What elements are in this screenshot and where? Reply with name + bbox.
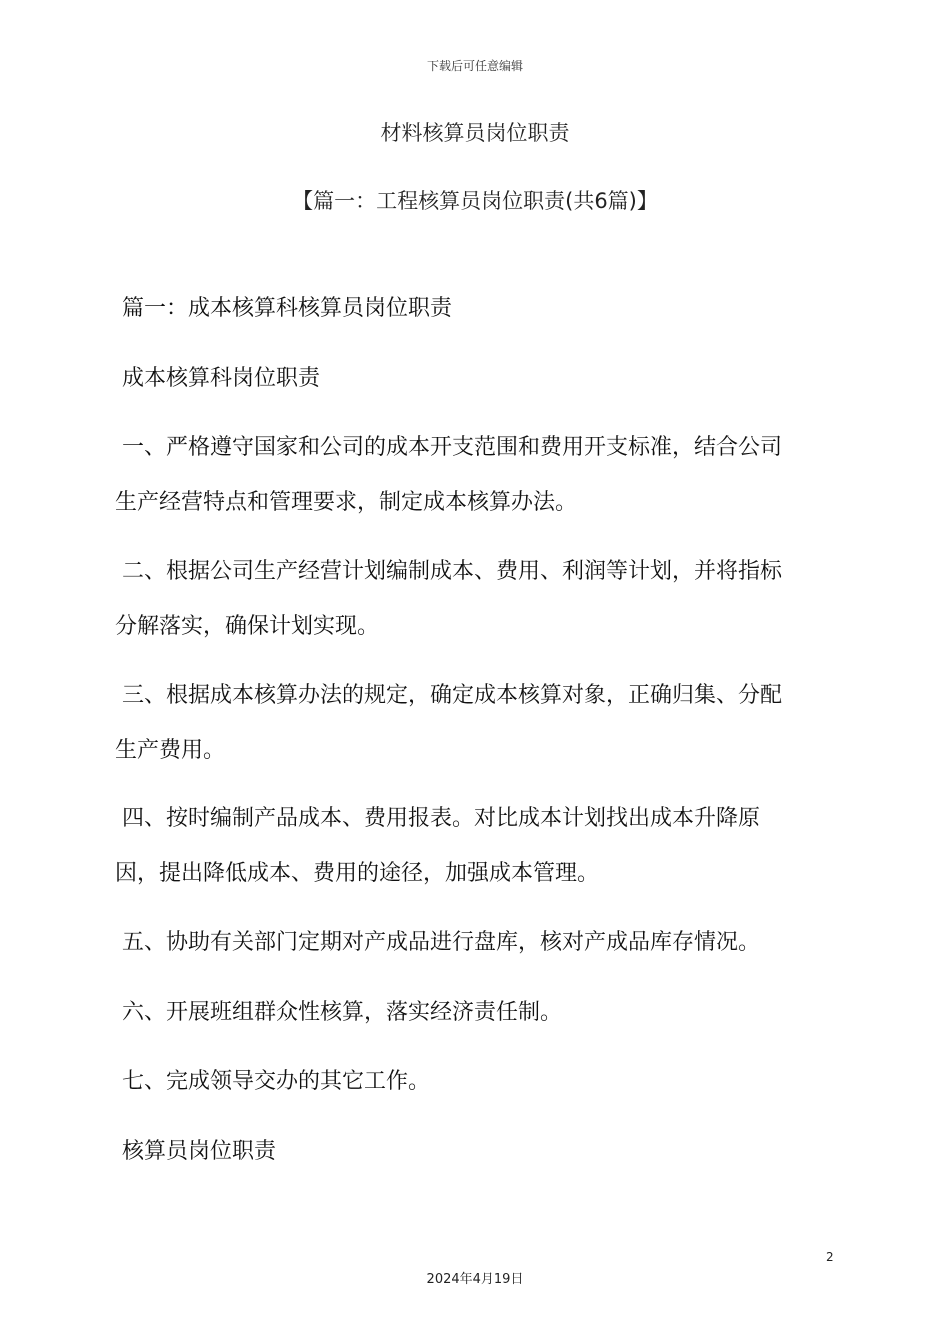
duty-paragraph-1 [115, 420, 835, 530]
paragraph-line: 五、协助有关部门定期对产成品进行盘库，核对产成品库存情况。 [122, 930, 761, 955]
paragraph-line: 一、严格遵守国家和公司的成本开支范围和费用开支标准，结合公司 [122, 435, 783, 460]
document-title: 材料核算员岗位职责 [380, 121, 570, 145]
paragraph-line: 七、完成领导交办的其它工作。 [122, 1069, 431, 1094]
duty-paragraph-4 [115, 791, 835, 901]
paragraph-line: 因，提出降低成本、费用的途径，加强成本管理。 [115, 861, 600, 886]
paragraph-line: 生产经营特点和管理要求，制定成本核算办法。 [115, 490, 578, 515]
paragraph-line: 四、按时编制产品成本、费用报表。对比成本计划找出成本升降原 [122, 806, 761, 831]
subsection-heading [115, 1124, 835, 1179]
subsection-heading [115, 351, 835, 406]
document-subtitle: 【篇一：工程核算员岗位职责(共6篇)】 [292, 189, 658, 213]
section-heading [115, 281, 835, 336]
paragraph-line: 三、根据成本核算办法的规定，确定成本核算对象，正确归集、分配 [122, 683, 783, 708]
paragraph-line: 核算员岗位职责 [122, 1139, 277, 1164]
paragraph-line: 生产费用。 [115, 738, 226, 763]
paragraph-line: 二、根据公司生产经营计划编制成本、费用、利润等计划，并将指标 [122, 559, 783, 584]
duty-paragraph-5 [115, 915, 835, 970]
footer-date: 2024年4月19日 [426, 1272, 524, 1287]
paragraph-line: 篇一：成本核算科核算员岗位职责 [122, 296, 453, 321]
header-note: 下载后可任意编辑 [426, 59, 523, 73]
duty-paragraph-2 [115, 544, 835, 654]
duty-paragraph-7 [115, 1054, 835, 1109]
duty-paragraph-6 [115, 985, 835, 1040]
paragraph-line: 成本核算科岗位职责 [122, 366, 321, 391]
paragraph-line: 六、开展班组群众性核算，落实经济责任制。 [122, 1000, 563, 1025]
page-number: 2 [826, 1250, 834, 1264]
paragraph-line: 分解落实，确保计划实现。 [115, 614, 380, 639]
duty-paragraph-3 [115, 668, 835, 778]
